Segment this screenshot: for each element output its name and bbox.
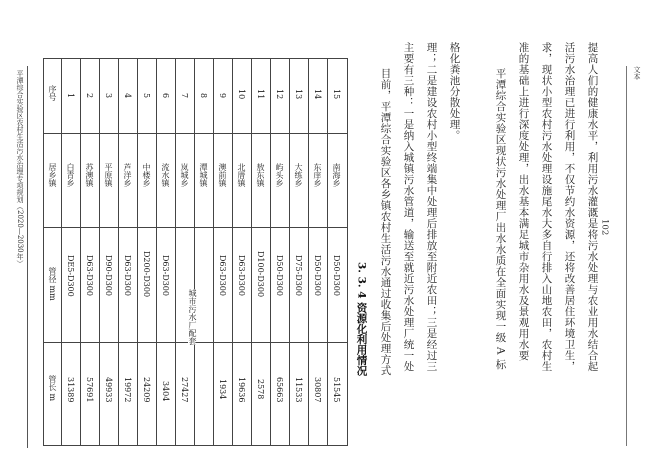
table-cell: 57691 — [85, 377, 94, 403]
table-divider — [327, 59, 328, 445]
table-cell: D50-D300 — [332, 255, 341, 296]
table-cell: 51545 — [332, 377, 341, 403]
table-divider — [270, 59, 271, 445]
table-divider — [61, 59, 62, 445]
body-text-line: 准的基础上进行深度处理，出水基本满足城市杂用水及景观用水要 — [517, 42, 530, 361]
table-header-cell: 管长 m — [48, 375, 57, 402]
table-divider — [156, 59, 157, 445]
running-header: 平潭综合实验区农村生活污水治理专项规划（2020—2030年） — [16, 70, 24, 267]
table-divider — [175, 59, 176, 445]
table-divider — [213, 59, 214, 445]
table-cell: 苏澳镇 — [85, 163, 94, 187]
table-cell: 北厝镇 — [237, 163, 246, 187]
table-cell: 13 — [294, 89, 303, 100]
table-divider — [232, 59, 233, 445]
body-text-line: 格化粪池分散处理。 — [448, 42, 461, 141]
table-cell: 31389 — [66, 377, 75, 403]
body-text-line: 目前，平潭综合实验区各乡镇农村生活污水通过收集后处理方式 — [379, 68, 392, 376]
table-cell: D63-D300 — [161, 255, 170, 296]
table-cell: 30807 — [313, 377, 322, 403]
table-divider — [44, 227, 347, 228]
table-header-cell: 居乡镇 — [48, 163, 57, 187]
table-cell: 1934 — [218, 379, 227, 400]
table-divider — [80, 59, 81, 445]
table-cell: 11533 — [294, 377, 303, 403]
table-cell: 65663 — [275, 377, 284, 403]
table-cell: 流水镇 — [161, 163, 170, 187]
table-cell: 3 — [104, 93, 113, 99]
table-cell: 芦洋乡 — [123, 163, 132, 187]
table-cell: 11 — [256, 89, 265, 100]
page-number: 102 — [599, 219, 610, 236]
right-rule — [626, 66, 627, 446]
table-cell: D50-D300 — [313, 255, 322, 296]
table-cell: 南海乡 — [332, 163, 341, 187]
table-divider — [99, 59, 100, 445]
table-divider — [251, 59, 252, 445]
table-merged-cell: 城市污水厂配套 — [188, 289, 197, 345]
table-cell: 大练乡 — [294, 163, 303, 187]
table-cell: D200-D300 — [142, 251, 151, 298]
body-text-line: 平潭综合实验区现状污水处理厂出水水质在全面实现一级 A 标 — [494, 68, 507, 370]
table-cell: 19972 — [123, 377, 132, 403]
table-cell: D75-D300 — [294, 255, 303, 296]
table-cell: DE5-D300 — [66, 255, 75, 297]
body-text-line: 理；二是建设农村小型终端集中处理后排放至附近农田；三是经过三 — [425, 42, 438, 372]
table-cell: 5 — [142, 93, 151, 99]
table-divider — [137, 59, 138, 445]
body-text-line: 主要有三种：一是纳入城镇污水管道，输送至就近污水处理厂统一处 — [402, 42, 415, 372]
section-heading: 3. 3. 4 资源化利用情况 — [355, 262, 368, 376]
table-divider — [44, 133, 347, 134]
table-cell: 14 — [313, 89, 322, 100]
table-divider — [289, 59, 290, 445]
table-cell: 19636 — [237, 377, 246, 403]
table-cell: 2 — [85, 93, 94, 99]
table-cell: D90-D300 — [104, 255, 113, 296]
table-cell: 3404 — [161, 381, 170, 402]
table-cell: 敖东镇 — [256, 163, 265, 187]
table-cell: D50-D300 — [275, 255, 284, 296]
table-cell: 2578 — [256, 379, 265, 400]
table-cell: 49933 — [104, 377, 113, 403]
pipe-network-table — [43, 58, 348, 446]
table-cell: 15 — [332, 89, 341, 100]
table-cell: 白青乡 — [66, 163, 75, 187]
table-cell: 中楼乡 — [142, 163, 151, 187]
table-cell: 12 — [275, 89, 284, 100]
table-header-cell: 管径 mm — [48, 267, 57, 301]
table-cell: D63-D300 — [218, 255, 227, 296]
table-cell: 24209 — [142, 377, 151, 403]
table-cell: 平原镇 — [104, 163, 113, 187]
table-cell: D100-D300 — [256, 251, 265, 298]
table-cell: 27427 — [180, 377, 189, 403]
table-cell: 9 — [218, 93, 227, 99]
table-cell: 1 — [66, 93, 75, 99]
table-cell: 潭城镇 — [199, 163, 208, 187]
header-rule — [27, 66, 28, 448]
table-divider — [194, 59, 195, 445]
table-header-cell: 序号 — [48, 85, 57, 101]
body-text-line: 活污水治理已进行利用，不仅节约水资源，还将改善居住环境卫生， — [563, 42, 576, 372]
table-cell: D63-D300 — [85, 255, 94, 296]
table-cell: 7 — [180, 93, 189, 99]
table-cell: 东庠乡 — [313, 163, 322, 187]
table-cell: 4 — [123, 93, 132, 99]
header-right-label: 文本 — [633, 66, 641, 80]
table-cell: D63-D300 — [123, 255, 132, 296]
body-text-line: 提高人们的健康水平，利用污水灌溉是将污水处理与农业用水结合起 — [586, 42, 599, 372]
table-divider — [118, 59, 119, 445]
table-cell: 10 — [237, 89, 246, 100]
table-cell: 8 — [199, 93, 208, 99]
table-cell: 屿头乡 — [275, 163, 284, 187]
table-divider — [308, 59, 309, 445]
table-cell: 澳前镇 — [218, 163, 227, 187]
table-cell: 岚城乡 — [180, 163, 189, 187]
body-text-line: 求，现状小型农村污水处理设施尾水大多自行排入山地农田，农村生 — [540, 42, 553, 372]
table-cell: D63-D300 — [237, 255, 246, 296]
table-cell: 6 — [161, 93, 170, 99]
